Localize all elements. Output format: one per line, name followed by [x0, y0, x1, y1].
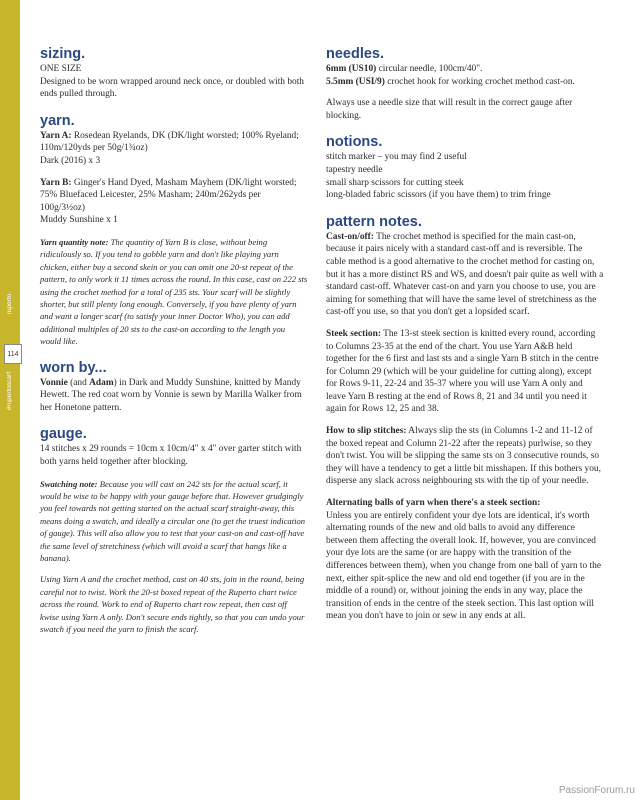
alternating-label-text: Alternating balls of yarn when there's a steek section:: [326, 498, 541, 509]
cast-on-off-label: Cast-on/off:: [326, 231, 374, 242]
slip-note: [326, 425, 604, 488]
notions-section: [326, 134, 604, 201]
yarn-quantity-note-label: Yarn quantity note:: [40, 236, 109, 247]
gauge-section: [40, 426, 308, 635]
yarn-a: [40, 130, 308, 155]
yarn-heading: yarn.: [40, 112, 75, 129]
yarn-quantity-note-text: The quantity of Yarn B is close, without being ridiculously so. If you tend to gobble yarn and don't like playing yarn chicken, either buy a second skein or you can omit one 20-st repeat of the pattern, to only work it 11 times across the round. In this case, cast on 222 sts using the crochet method for a total of 235 sts. Your scarf will be slightly shorter, but still plenty long enough. Conversely, if you have plenty of yarn and want a longer scarf (to satisfy your inner Doctor Who), you can add additional multiples of 20 sts to the cast-on according to the length you would like.: [40, 236, 308, 347]
notions-item: long-bladed fabric scissors (if you have them) to trim fringe: [326, 190, 551, 201]
yarn-b-text: Ginger's Hand Dyed, Masham Mayhem (DK/light worsted; 75% Bluefaced Leicester, 25% Masham; 240m/262yds per 100g/3½oz): [40, 177, 297, 213]
worn-by-name1: Vonnie: [40, 377, 68, 388]
needle-1: [326, 63, 604, 76]
yarn-quantity-note: [40, 236, 308, 348]
slip-text: Always slip the sts (in Columns 1-2 and 11-12 of the boxed repeat and Column 21-22 after the repeats) purlwise, so they don't twist. You will be slipping the same sts on 3 consecutive rounds, so they will have a tendency to get a little bit misshapen. If this bothers you, disperse any slack across neighbouring sts with the tip of your needle.: [326, 426, 601, 487]
yarn-b: [40, 177, 308, 215]
yarn-b-colour: Muddy Sunshine x 1: [40, 215, 118, 226]
side-hashtag: #rupertoscarf: [6, 372, 13, 411]
notions-item: stitch marker – you may find 2 useful: [326, 152, 467, 163]
worn-by-name2: Adam: [89, 377, 114, 388]
sizing-section: [40, 46, 308, 101]
needles-section: [326, 46, 604, 122]
yarn-a-label: Yarn A:: [40, 130, 72, 141]
needle-1-text: circular needle, 100cm/40".: [376, 64, 483, 74]
notions-item: small sharp scissors for cutting steek: [326, 177, 464, 188]
alternating-text: Unless you are entirely confident your dye lots are identical, it's worth alternating rounds of the new and old balls to avoid any difference between them affecting the overall look. If, however, you are convinced your dye lots are the same (or are happy with the transition of the differences between them), when you change from one ball of yarn to the next, either spit-splice the new and old end together (if you are in the middle of a round) or, without joining the ends in any way, place the transition of ends in the centre of the steek section. This last option will mean you don't have to join or sew in any ends at all.: [326, 510, 601, 622]
yarn-b-label: Yarn B:: [40, 177, 72, 188]
needle-2-text: crochet hook for working crochet method cast-on.: [384, 76, 575, 87]
worn-by-text-b: ) in Dark and Muddy Sunshine, knitted by Mandy Hewett. The red coat worn by Vonnie is sewn by Marilla Walker from her Honetone pattern.: [40, 377, 302, 413]
sizing-description: Designed to be worn wrapped around neck once, or doubled with both ends pulled through.: [40, 76, 304, 100]
needle-1-size: 6mm (US10): [326, 64, 377, 74]
notions-item: tapestry needle: [326, 164, 383, 175]
worn-by-text: [40, 377, 308, 415]
cast-on-off-text: The crochet method is specified for the main cast-on, because it pairs nicely with a standard cast-off and is reversible. The cable method is a good alternative to the crochet method for casting on, but it has a more distinct RS and WS, and doesn't pair quite as well with a standard cast-off. Whatever cast-on and yarn you choose to use, you are aiming for something that will have the same level of stretchiness as the cast-off you use, so that you don't get a lopsided scarf.: [326, 231, 604, 318]
swatching-note-label: Swatching note:: [40, 478, 98, 489]
notions-heading: notions.: [326, 134, 383, 151]
side-brand: ruperto.: [6, 292, 13, 315]
needles-heading: needles.: [326, 46, 385, 62]
gauge-text: 14 stitches x 29 rounds = 10cm x 10cm/4" x 4" over garter stitch with both yarns held together after blocking.: [40, 444, 302, 467]
needle-2-size: 5.5mm (USI/9): [326, 76, 385, 87]
pattern-notes-heading: pattern notes.: [326, 213, 422, 230]
swatch-method: Using Yarn A and the crochet method, cast on 40 sts, join in the round, being careful not to twist. Work the 20-st boxed repeat of the Ruperto chart twice across the round. Work to end of Ruperto chart row repeat, then cast off kwise using Yarn A only. Don't secure ends tightly, so that you can undo your swatch if you need the yarn to finish the scarf.: [40, 574, 305, 635]
slip-label: How to slip stitches:: [326, 426, 407, 437]
gauge-heading: gauge.: [40, 426, 87, 443]
right-column: [326, 46, 604, 623]
page-number: 114: [4, 344, 22, 364]
watermark: PassionForum.ru: [558, 785, 635, 796]
alternating-label: [326, 497, 604, 510]
steek-text: The 13-st steek section is knitted every round, according to Columns 23-35 at the end of the chart. You use Yarn A&B held together for the 6 first and last sts and a single Yarn B stitch in the centre for Column 29 (which will be your guideline for cutting along), except for Rows 9-11, 22-24 and 35-37 where you will use Yarn A only and leave Yarn B resting at the end of Rows 8, 21 and 34 until you need it again for Rows 12, 25 and 38.: [326, 328, 599, 415]
left-column: [40, 46, 308, 635]
steek-note: [326, 328, 604, 416]
yarn-a-colour: Dark (2016) x 3: [40, 155, 101, 166]
swatching-note-text: Because you will cast on 242 sts for the actual scarf, it would be wise to be happy with your gauge before that. However grudgingly you feel towards not getting started on the actual scarf straight-away, this means doing a swatch, and ideally a circular one (to get the truest indication of gauge). This will also allow you to test that your cast-on and cast-off have the same level of stretchiness (which will avoid a scarf that hangs like a banana).: [40, 478, 306, 563]
needles-advice: Always use a needle size that will result in the correct gauge after blocking.: [326, 98, 573, 121]
sizing-heading: sizing.: [40, 46, 86, 62]
steek-label: Steek section:: [326, 328, 381, 339]
worn-by-section: [40, 360, 308, 415]
sizing-size: ONE SIZE: [40, 64, 82, 74]
cast-on-off-note: [326, 231, 604, 319]
pattern-notes-section: [326, 214, 604, 623]
needle-2: [326, 76, 604, 89]
worn-by-heading: worn by...: [40, 359, 107, 376]
swatching-note: [40, 478, 308, 565]
worn-by-text-a: (and: [67, 377, 90, 388]
yarn-section: [40, 113, 308, 348]
yarn-a-text: Rosedean Ryelands, DK (DK/light worsted; 100% Ryeland; 110m/120yds per 50g/1¾oz): [40, 130, 299, 154]
